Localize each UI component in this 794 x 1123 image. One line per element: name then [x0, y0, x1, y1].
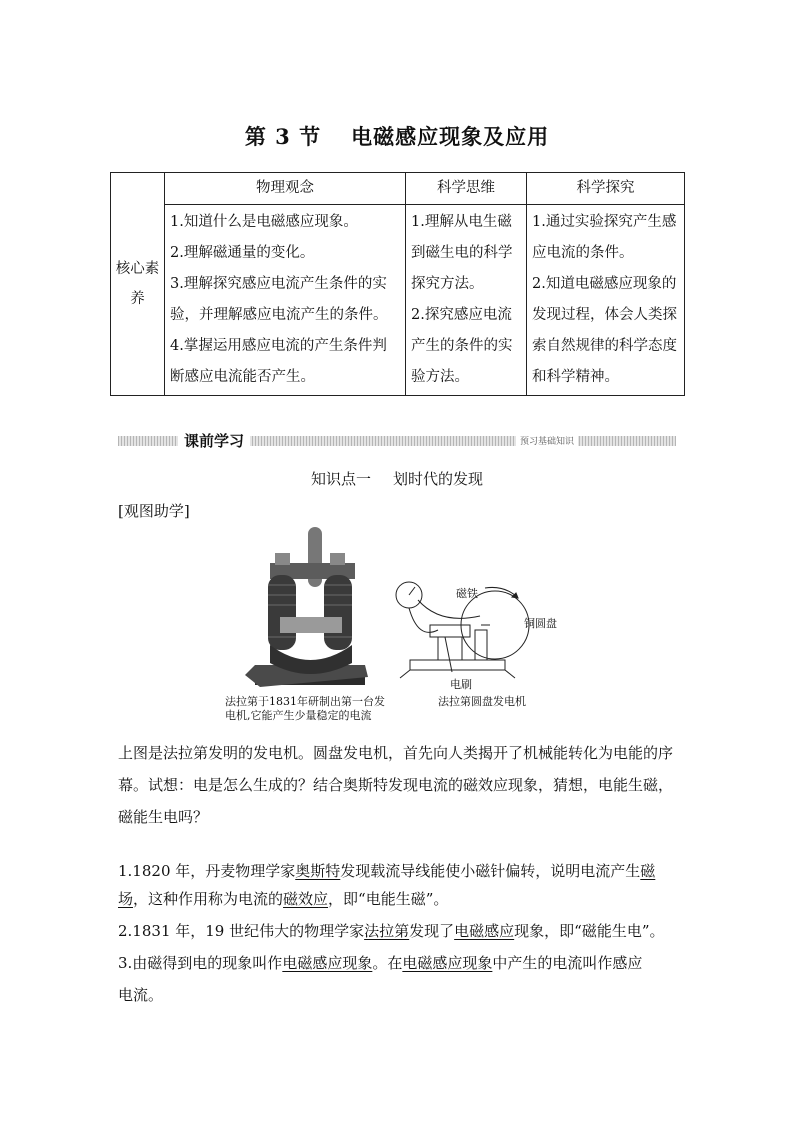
list-item: 1.知道什么是电磁感应现象。	[170, 214, 358, 230]
caption-left: 法拉第于1831年研制出第一台发 电机,它能产生少量稳定的电流	[225, 695, 385, 722]
header-scientific-thinking: 科学思维	[406, 173, 527, 205]
answer-blank: 电磁感应	[454, 922, 515, 940]
section-title: 电磁感应现象及应用	[351, 124, 550, 149]
label-magnet: 磁铁	[456, 587, 478, 600]
generator-figures	[220, 525, 560, 730]
section-tag: [观图助学]	[118, 502, 190, 520]
knowledge-point-heading: 知识点一 划时代的发现	[310, 470, 484, 488]
cell-physics-concept	[165, 205, 406, 396]
answer-blank: 磁	[640, 862, 656, 880]
item-1-line-2: 场，这种作用称为电流的磁效应，即“电能生磁”。	[118, 890, 449, 908]
list-item: 2.理解磁通量的变化。	[170, 245, 315, 261]
label-copper-disc: 铜圆盘	[524, 617, 557, 630]
answer-blank: 磁效应	[283, 890, 329, 908]
answer-blank: 法拉第	[364, 922, 410, 940]
list-item: 1.理解从电生磁到磁生电的科学探究方法。	[411, 214, 513, 292]
intro-paragraph: 上图是法拉第发明的发电机。圆盘发电机，首先向人类揭开了机械能转化为电能的序幕。试想：电是怎么生成的？结合奥斯特发现电流的磁效应现象，猜想，电能生磁，磁能生电吗？	[118, 744, 674, 826]
row-label: 核心素养	[111, 173, 165, 396]
label-brush: 电刷	[450, 678, 472, 691]
faraday-ring-photo	[240, 525, 370, 690]
list-item: 4.掌握运用感应电流的产生条件判断感应电流能否产生。	[170, 338, 387, 385]
list-item: 2.知道电磁感应现象的发现过程，体会人类探索自然规律的科学态度和科学精神。	[532, 276, 677, 385]
item-1-line-1: 1.1820 年，丹麦物理学家奥斯特发现载流导线能使小磁针偏转，说明电流产生磁	[118, 862, 656, 880]
item-3-line-2: 电流。	[118, 986, 164, 1004]
banner-sublabel: 预习基础知识	[516, 434, 578, 447]
core-competency-table	[110, 172, 685, 396]
caption-right: 法拉第圆盘发电机	[438, 695, 526, 708]
banner-stripe-left	[118, 436, 178, 446]
list-item: 2.探究感应电流产生的条件的实验方法。	[411, 307, 513, 385]
section-banner	[118, 432, 676, 449]
answer-blank: 电磁感应现象	[402, 954, 493, 972]
item-3-line-1: 3.由磁得到电的现象叫作电磁感应现象。在电磁感应现象中产生的电流叫作感应	[118, 954, 643, 972]
banner-stripe-right	[246, 436, 676, 446]
item-2: 2.1831 年，19 世纪伟大的物理学家法拉第发现了电磁感应现象，即“磁能生电”。	[118, 922, 665, 940]
list-item: 1.通过实验探究产生感应电流的条件。	[532, 214, 677, 261]
answer-blank: 场	[118, 890, 134, 908]
answer-blank: 奥斯特	[295, 862, 341, 880]
header-physics-concept: 物理观念	[165, 173, 406, 205]
answer-blank: 电磁感应现象	[282, 954, 373, 972]
list-item: 3.理解探究感应电流产生条件的实验，并理解感应电流产生的条件。	[170, 276, 388, 323]
header-scientific-inquiry: 科学探究	[527, 173, 685, 205]
page-title	[0, 121, 794, 151]
section-number: 第 3 节	[244, 124, 322, 149]
cell-scientific-thinking	[406, 205, 527, 396]
cell-scientific-inquiry	[527, 205, 685, 396]
banner-label: 课前学习	[178, 430, 250, 451]
